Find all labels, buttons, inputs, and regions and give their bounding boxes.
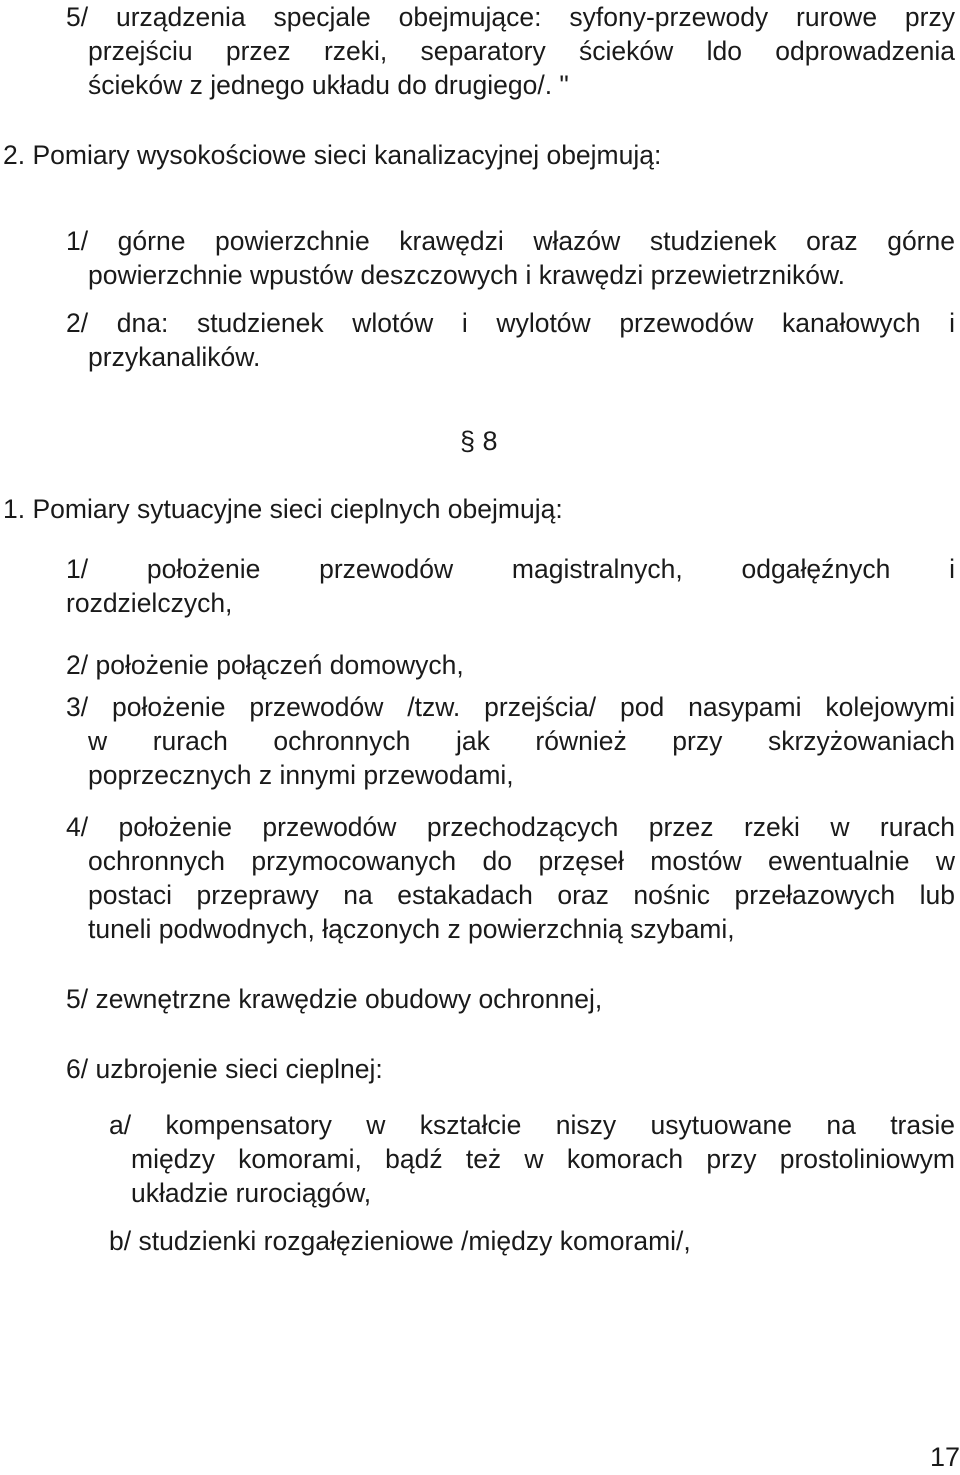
heat-item2: 2/ położenie połączeń domowych, bbox=[66, 650, 464, 680]
height-measurements-heading: 2. Pomiary wysokościowe sieci kanalizacyjnej obejmują: bbox=[3, 140, 662, 170]
heat-item5: 5/ zewnętrzne krawędzie obudowy ochronnej, bbox=[66, 984, 603, 1014]
heat-item3-line1: 3/ położenie przewodów /tzw. przejścia/ pod nasypami kolejowymi bbox=[66, 692, 955, 722]
heat-item3-line2: w rurach ochronnych jak również przy skrzyżowaniach bbox=[88, 726, 955, 756]
heat-item1-line2: rozdzielczych, bbox=[66, 588, 233, 618]
heat-subitem-a-line3: układzie rurociągów, bbox=[131, 1178, 372, 1208]
heat-item1-line1: 1/ położenie przewodów magistralnych, odgałęźnych i bbox=[66, 554, 955, 584]
heat-subitem-a-line2: między komorami, bądź też w komorach przy prostoliniowym bbox=[131, 1144, 955, 1174]
sewer-item5-line2: przejściu przez rzeki, separatory ścieków ldo odprowadzenia bbox=[88, 36, 955, 66]
height-item2-line1: 2/ dna: studzienek wlotów i wylotów przewodów kanałowych i bbox=[66, 308, 955, 338]
sewer-item5-line1: 5/ urządzenia specjale obejmujące: syfony-przewody rurowe przy bbox=[66, 2, 955, 32]
heat-item4-line2: ochronnych przymocowanych do przęseł mostów ewentualnie w bbox=[88, 846, 955, 876]
heat-item4-line1: 4/ położenie przewodów przechodzących przez rzeki w rurach bbox=[66, 812, 955, 842]
heat-subitem-b: b/ studzienki rozgałęzieniowe /między komorami/, bbox=[109, 1226, 691, 1256]
heat-item6: 6/ uzbrojenie sieci cieplnej: bbox=[66, 1054, 383, 1084]
height-item1-line1: 1/ górne powierzchnie krawędzi włazów studzienek oraz górne bbox=[66, 226, 955, 256]
heat-subitem-a-line1: a/ kompensatory w kształcie niszy usytuowane na trasie bbox=[109, 1110, 955, 1140]
heat-item3-line3: poprzecznych z innymi przewodami, bbox=[88, 760, 514, 790]
height-item2-line2: przykanalików. bbox=[88, 342, 261, 372]
height-item1-line2: powierzchnie wpustów deszczowych i krawędzi przewietrzników. bbox=[88, 260, 846, 290]
heat-measurements-heading: 1. Pomiary sytuacyjne sieci cieplnych obejmują: bbox=[3, 494, 563, 524]
section-heading: § 8 bbox=[460, 426, 498, 456]
heat-item4-line4: tuneli podwodnych, łączonych z powierzchnią szybami, bbox=[88, 914, 735, 944]
sewer-item5-line3: ścieków z jednego układu do drugiego/. " bbox=[88, 70, 569, 100]
page-number: 17 bbox=[929, 1442, 960, 1472]
heat-item4-line3: postaci przeprawy na estakadach oraz nośnic przełazowych lub bbox=[88, 880, 955, 910]
